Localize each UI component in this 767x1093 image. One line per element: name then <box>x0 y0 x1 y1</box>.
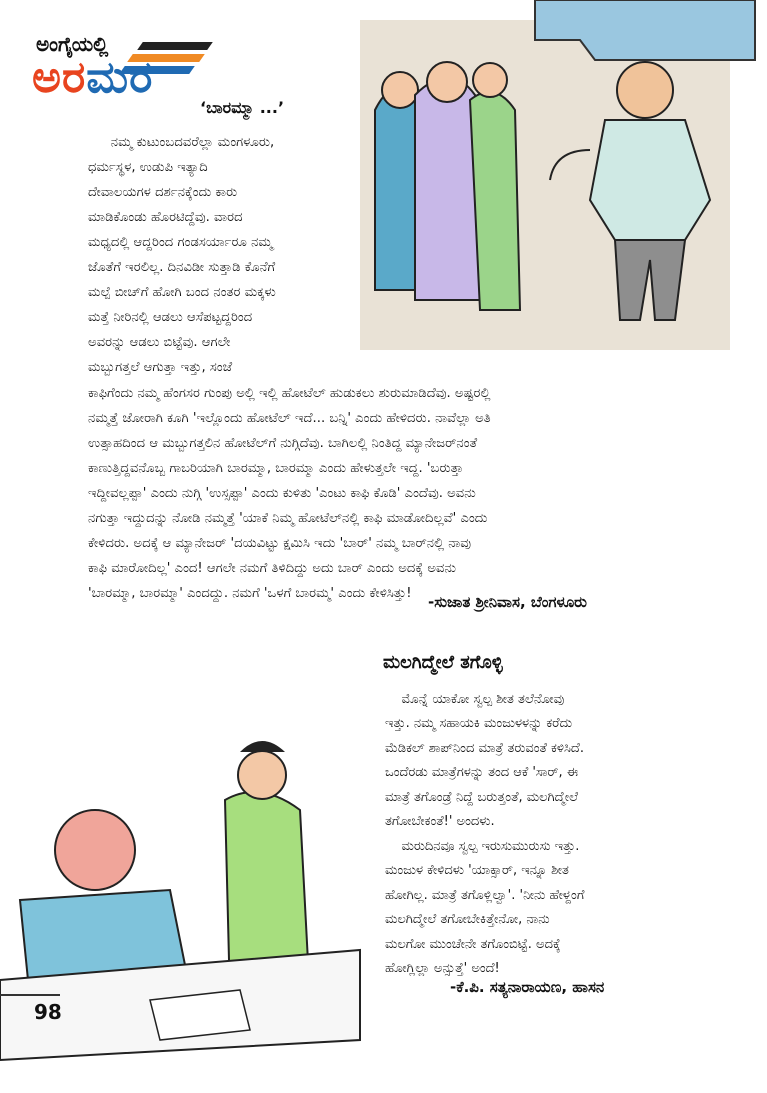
story1-line: ಅವರನ್ನು ಆಡಲು ಬಿಟ್ಟೆವು. ಆಗಲೇ <box>88 335 231 350</box>
story2-line: ಹೋಗಿಲ್ಲ. ಮಾತ್ರೆ ತಗೊಳ್ಲಿಲ್ವಾ'. 'ನೀನು ಹೇಳ್ದಂಗೆ <box>385 888 585 903</box>
story2-line: ಇತ್ತು. ನಮ್ಮ ಸಹಾಯಕಿ ಮಂಜುಳಳನ್ನು ಕರೆದು <box>385 716 573 731</box>
story2-line: ಮೊನ್ನೆ ಯಾಕೋ ಸ್ವಲ್ಪ ಶೀತ ತಲೆನೋವು <box>385 692 565 707</box>
story1-line: ಕಾಣುತ್ತಿದ್ದವನೊಬ್ಬ ಗಾಬರಿಯಾಗಿ ಬಾರಮ್ಮಾ, ಬಾರಮ್ಮಾ ಎಂದು ಹೇಳುತ್ತಲೇ ಇದ್ದ. 'ಬರುತ್ತಾ <box>88 461 464 476</box>
story1-line: ಕಾಫಿ ಮಾರೋದಿಲ್ಲ' ಎಂದ! ಆಗಲೇ ನಮಗೆ ತಿಳಿದಿದ್ದು ಅದು ಬಾರ್ ಎಂದು ಅದಕ್ಕೆ ಅವನು <box>88 561 457 576</box>
logo-kicker: ಅಂಗೈಯಲ್ಲಿ <box>36 32 109 56</box>
story1-line: ಜೊತೆಗೆ ಇರಲಿಲ್ಲ. ದಿನವಿಡೀ ಸುತ್ತಾಡಿ ಕೊನೆಗೆ <box>88 260 276 275</box>
story2-line: ಮೆಡಿಕಲ್ ಶಾಪ್‌ನಿಂದ ಮಾತ್ರೆ ತರುವಂತೆ ಕಳಿಸಿದೆ. <box>385 741 584 756</box>
story1-line: ನಮ್ಮತ್ತೆ ಜೋರಾಗಿ ಕೂಗಿ 'ಇಲ್ಲೊಂದು ಹೋಟೆಲ್ ಇದೆ... ಬನ್ನಿ' ಎಂದು ಹೇಳಿದರು. ನಾವೆಲ್ಲಾ ಅತಿ <box>88 411 491 426</box>
story1-line: ಮಬ್ಬುಗತ್ತಲೆ ಆಗುತ್ತಾ ಇತ್ತು, ಸಂಜೆ <box>88 360 233 375</box>
story1-line: 'ಬಾರಮ್ಮಾ, ಬಾರಮ್ಮಾ' ಎಂದದ್ದು. ನಮಗೆ 'ಒಳಗೆ ಬಾರಮ್ಮ' ಎಂದು ಕೇಳಿಸಿತ್ತು! <box>88 586 412 601</box>
story1-line: ಕೇಳಿದರು. ಅದಕ್ಕೆ ಆ ಮ್ಯಾನೇಜರ್ 'ದಯವಿಟ್ಟು ಕ್ಷಮಿಸಿ ಇದು 'ಬಾರ್' ನಮ್ಮ ಬಾರ್‌ನಲ್ಲಿ ನಾವು <box>88 536 472 551</box>
page-number: 98 <box>34 1000 62 1024</box>
story1-line: ಮಾಡಿಕೊಂಡು ಹೊರಟಿದ್ದೆವು. ವಾರದ <box>88 210 243 225</box>
story2-line: ಮಲಗೋ ಮುಂಚೇನೇ ತಗೊಂಬಿಟ್ಟೆ. ಅದಕ್ಕೆ <box>385 937 561 952</box>
woman-right-head <box>473 63 507 97</box>
story2-line: ಒಂದೆರಡು ಮಾತ್ರೆಗಳನ್ನು ತಂದ ಆಕೆ 'ಸಾರ್, ಈ <box>385 765 579 780</box>
story2-line: ಮಾತ್ರೆ ತಗೊಂಡ್ರೆ ನಿದ್ದೆ ಬರುತ್ತಂತೆ, ಮಲಗಿದ್ಮೇಲೆ <box>385 790 579 805</box>
story2-title: ಮಲಗಿದ್ಮೇಲೆ ತಗೊಳ್ಳಿ <box>383 652 503 673</box>
footer-rule <box>0 994 60 996</box>
woman-head <box>238 751 286 799</box>
story2-signature: -ಕೆ.ಪಿ. ಸತ್ಯನಾರಾಯಣ, ಹಾಸನ <box>450 978 605 996</box>
manager-head <box>617 62 673 118</box>
story2-line: ಹೋಗ್ಲಿಲ್ಲಾ ಅನ್ಸುತ್ತೆ' ಅಂದೆ! <box>385 961 500 976</box>
illustration-pharmacy-scene <box>0 700 370 1093</box>
logo-title-part2: ಮರ <box>86 52 154 103</box>
woman-right-figure <box>470 92 520 310</box>
story1-line: ಇದ್ದೀವಲ್ಲಪ್ಪಾ' ಎಂದು ನುಗ್ಗಿ 'ಉಸ್ಸಪ್ಪಾ' ಎಂದು ಕುಳಿತು 'ಎಂಟು ಕಾಫಿ ಕೊಡಿ' ಎಂದೆವು. ಅವನು <box>88 486 476 501</box>
story1-line: ಮತ್ತೆ ನೀರಿನಲ್ಲಿ ಆಡಲು ಆಸೆಪಟ್ಟದ್ದರಿಂದ <box>88 310 253 325</box>
story1-line: ದೇವಾಲಯಗಳ ದರ್ಶನಕ್ಕೆಂದು ಕಾರು <box>88 185 238 200</box>
story1-line: ಮಧ್ಯದಲ್ಲಿ ಆದ್ದರಿಂದ ಗಂಡಸರ್ಯಾರೂ ನಮ್ಮ <box>88 235 273 250</box>
story2-line: ಮರುದಿನವೂ ಸ್ವಲ್ಪ ಇರುಸುಮುರುಸು ಇತ್ತು. <box>385 839 580 854</box>
woman-middle-head <box>427 62 467 102</box>
logo-title-part1: ಅರ <box>32 52 87 103</box>
section-logo <box>30 28 220 114</box>
story2-line: ತಗೋಬೇಕಂತೆ!' ಅಂದಳು. <box>385 814 495 829</box>
story1-line: ಕಾಫಿಗೆಂದು ನಮ್ಮ ಹೆಂಗಸರ ಗುಂಪು ಅಲ್ಲಿ ಇಲ್ಲಿ ಹೋಟೆಲ್ ಹುಡುಕಲು ಶುರುಮಾಡಿದೆವು. ಅಷ್ಟರಲ್ಲಿ <box>88 386 491 401</box>
story1-line: ನಗುತ್ತಾ ಇದ್ದುದನ್ನು ನೋಡಿ ನಮ್ಮತ್ತೆ 'ಯಾಕೆ ನಿಮ್ಮ ಹೋಟೆಲ್‌ನಲ್ಲಿ ಕಾಫಿ ಮಾಡೋದಿಲ್ಲವೆ' ಎಂದು <box>88 511 488 526</box>
logo-stripe-dark <box>137 42 213 50</box>
story1-line: ಮಲ್ಪೆ ಬೀಚ್‌ಗೆ ಹೋಗಿ ಬಂದ ನಂತರ ಮಕ್ಕಳು <box>88 285 276 300</box>
illustration-bar-scene <box>355 0 767 360</box>
story2-line: ಮಂಜುಳ ಕೇಳಿದಳು 'ಯಾಕ್ಸಾರ್, ಇನ್ನೂ ಶೀತ <box>385 863 569 878</box>
woman-left-head <box>382 72 418 108</box>
man-head <box>55 810 135 890</box>
story1-line: ಉತ್ಸಾಹದಿಂದ ಆ ಮಬ್ಬುಗತ್ತಲಿನ ಹೋಟೆಲ್‌ಗೆ ನುಗ್ಗಿದೆವು. ಬಾಗಿಲಲ್ಲಿ ನಿಂತಿದ್ದ ಮ್ಯಾನೇಜರ್‌ನಂತೆ <box>88 436 478 451</box>
story1-line: ನಮ್ಮ ಕುಟುಂಬದವರೆಲ್ಲಾ ಮಂಗಳೂರು, <box>94 135 275 150</box>
logo-title <box>32 52 154 103</box>
story1-title: ‘ಬಾರಮ್ಮಾ ...’ <box>200 98 285 117</box>
story1-signature: -ಸುಜಾತ ಶ್ರೀನಿವಾಸ, ಬೆಂಗಳೂರು <box>428 593 587 611</box>
story1-line: ಧರ್ಮಸ್ಥಳ, ಉಡುಪಿ ಇತ್ಯಾದಿ <box>88 160 208 175</box>
story2-line: ಮಲಗಿದ್ಮೇಲೆ ತಗೋಬೇಕಿತ್ತೇನೋ, ನಾನು <box>385 912 550 927</box>
